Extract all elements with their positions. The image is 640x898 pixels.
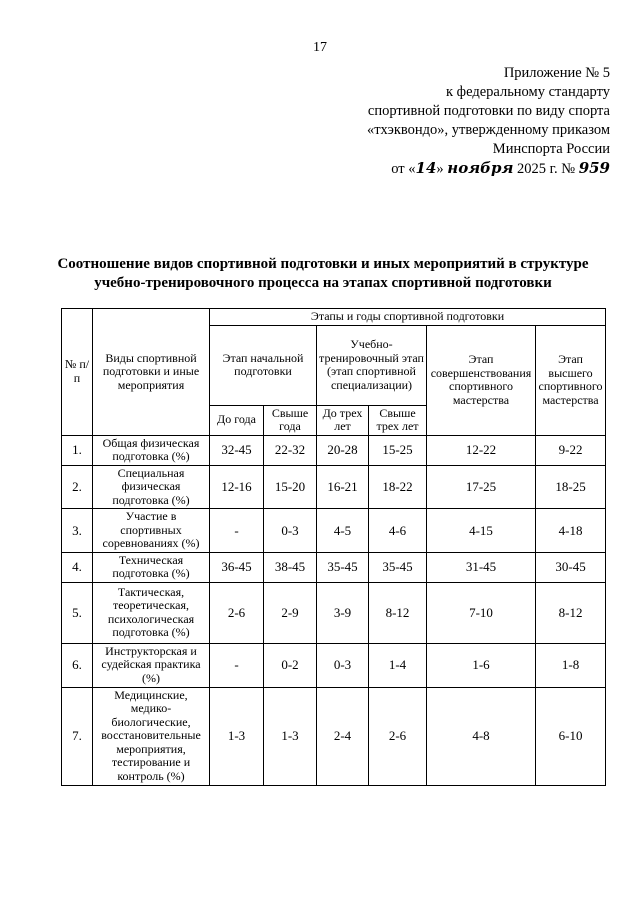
document-title [40,255,606,293]
date-mid: » [436,161,448,177]
row-value: 7-10 [427,582,536,643]
row-kind-name: Инструкторская и судейская практика (%) [93,643,210,687]
row-value: - [210,643,264,687]
row-value: 4-8 [427,687,536,785]
row-kind-name: Тактическая, теоретическая, психологическая подготовка (%) [93,582,210,643]
date-day: 14 [415,159,437,177]
row-value: 12-16 [210,465,264,509]
row-value: 8-12 [536,582,606,643]
row-value: 2-4 [317,687,369,785]
appendix-title: Приложение № 5 [503,65,610,81]
appendix-line-standard: к федеральному стандарту [446,84,610,100]
header-stages-years: Этапы и годы спортивной подготовки [210,309,606,326]
date-year: 2025 г. № [513,161,579,177]
row-value: 1-6 [427,643,536,687]
header-num: № п/п [62,309,93,436]
row-value: 0-3 [317,643,369,687]
row-value: 36-45 [210,552,264,582]
table-row [62,552,606,582]
row-kind-name: Специальная физическая подготовка (%) [93,465,210,509]
header-over-year: Свыше года [264,405,317,435]
table-row [62,687,606,785]
row-kind-name: Общая физическая подготовка (%) [93,435,210,465]
header-up-to-year: До года [210,405,264,435]
appendix-line-order: «тхэквондо», утвержденному приказом [366,122,610,138]
header-higher-stage: Этап высшего спортивного мастерства [536,325,606,435]
header-improvement-stage: Этап совершенствования спортивного мастерства [427,325,536,435]
row-value: 1-4 [369,643,427,687]
row-number: 1. [62,435,93,465]
table-row [62,643,606,687]
row-value: 2-6 [369,687,427,785]
row-number: 2. [62,465,93,509]
row-value: 12-22 [427,435,536,465]
header-kinds: Виды спортивной подготовки и иные мероприятия [93,309,210,436]
date-month: ноября [447,159,514,177]
row-value: 35-45 [317,552,369,582]
table-row [62,582,606,643]
row-value: 4-15 [427,509,536,553]
header-training-stage: Учебно-тренировочный этап (этап спортивной специализации) [317,325,427,405]
row-value: 17-25 [427,465,536,509]
row-value: 32-45 [210,435,264,465]
row-value: 2-6 [210,582,264,643]
row-number: 7. [62,687,93,785]
row-value: 4-5 [317,509,369,553]
header-up-to-three: До трех лет [317,405,369,435]
appendix-date-line [367,159,610,179]
row-value: 1-8 [536,643,606,687]
row-number: 3. [62,509,93,553]
row-value: 20-28 [317,435,369,465]
row-kind-name: Техническая подготовка (%) [93,552,210,582]
table-row [62,509,606,553]
row-kind-name: Участие в спортивных соревнованиях (%) [93,509,210,553]
row-value: 35-45 [369,552,427,582]
table-row [62,435,606,465]
row-value: 4-18 [536,509,606,553]
appendix-line-ministry: Минспорта России [492,141,610,157]
row-value: 18-22 [369,465,427,509]
row-value: 30-45 [536,552,606,582]
row-value: 4-6 [369,509,427,553]
training-ratio-table [61,308,606,786]
row-value: 15-20 [264,465,317,509]
header-over-three: Свыше трех лет [369,405,427,435]
row-number: 6. [62,643,93,687]
row-value: 31-45 [427,552,536,582]
row-value: 22-32 [264,435,317,465]
row-value: 1-3 [210,687,264,785]
row-value: 16-21 [317,465,369,509]
date-prefix: от « [391,161,416,177]
row-number: 4. [62,552,93,582]
row-value: 38-45 [264,552,317,582]
table-row [62,465,606,509]
page-number: 17 [313,40,327,55]
row-value: 2-9 [264,582,317,643]
row-value: 15-25 [369,435,427,465]
row-number: 5. [62,582,93,643]
row-value: 0-3 [264,509,317,553]
row-value: 8-12 [369,582,427,643]
row-kind-name: Медицинские, медико-биологические, восстановительные мероприятия, тестирование и контроль (%) [93,687,210,785]
appendix-line-sport: спортивной подготовки по виду спорта [367,103,610,119]
row-value: 6-10 [536,687,606,785]
row-value: 0-2 [264,643,317,687]
order-number: 959 [578,159,610,177]
title-line-1: Соотношение видов спортивной подготовки и иных мероприятий в структуре [57,256,589,272]
row-value: 1-3 [264,687,317,785]
row-value: 9-22 [536,435,606,465]
row-value: 3-9 [317,582,369,643]
header-initial-stage: Этап начальной подготовки [210,325,317,405]
row-value: - [210,509,264,553]
row-value: 18-25 [536,465,606,509]
title-line-2: учебно-тренировочного процесса на этапах спортивной подготовки [94,275,552,291]
appendix-header [367,64,610,179]
